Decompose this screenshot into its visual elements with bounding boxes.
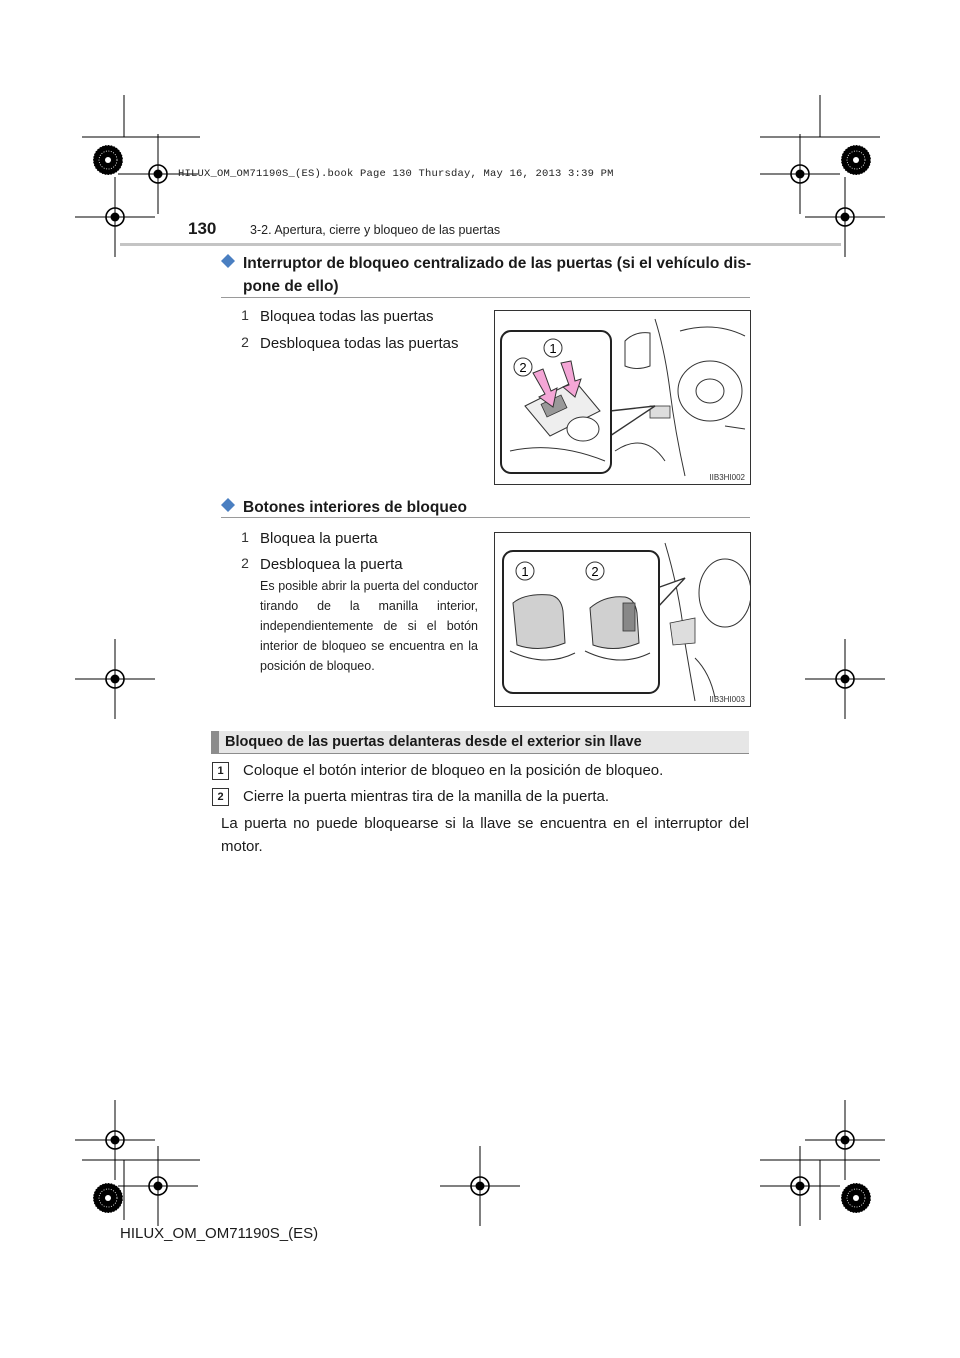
diamond-icon — [221, 498, 235, 512]
item-number: 2 — [241, 555, 249, 571]
callout-2: 2 — [591, 564, 599, 579]
item-number: 2 — [241, 334, 249, 350]
step-number: 2 — [212, 788, 229, 806]
section-banner — [211, 731, 749, 753]
header-rule — [120, 243, 841, 246]
paragraph: La puerta no puede bloquearse si la llave se encuentra en el interruptor del motor. — [221, 815, 749, 855]
banner-title: Bloqueo de las puertas delanteras desde el exterior sin llave — [225, 734, 642, 750]
step-text: Cierre la puerta mientras tira de la manilla de la puerta. — [243, 788, 610, 805]
lock-button-illustration — [495, 533, 750, 706]
callout-2: 2 — [519, 360, 527, 375]
print-info: HILUX_OM_OM71190S_(ES).book Page 130 Thursday, May 16, 2013 3:39 PM — [178, 168, 614, 180]
note-text: Es posible abrir la puerta del conductor tirando de la manilla interior, independientemente de si el botón interior de bloqueo se encuentra en la posición de bloqueo. — [260, 579, 478, 673]
central-lock-title-line1: Interruptor de bloqueo centralizado de las puertas (si el vehículo dis- — [243, 255, 752, 272]
step-text: Coloque el botón interior de bloqueo en la posición de bloqueo. — [243, 762, 664, 779]
callout-1: 1 — [549, 341, 557, 356]
section-title: 3-2. Apertura, cierre y bloqueo de las puertas — [250, 223, 501, 237]
callout-1: 1 — [521, 564, 529, 579]
list-item: Bloquea la puerta — [260, 530, 378, 547]
list-item: Desbloquea todas las puertas — [260, 335, 459, 352]
figure-central-lock-switch — [494, 310, 751, 485]
step-number: 1 — [212, 762, 229, 780]
list-item: Bloquea todas las puertas — [260, 308, 434, 325]
banner-rule — [211, 753, 749, 754]
page-number: 130 — [188, 219, 217, 238]
item-number: 1 — [241, 307, 249, 323]
item-number: 1 — [241, 529, 249, 545]
figure-code: IIB3HI002 — [709, 473, 745, 482]
diamond-icon — [221, 254, 235, 268]
interior-buttons-title: Botones interiores de bloqueo — [243, 499, 467, 516]
banner-bar — [211, 731, 219, 753]
section-rule — [221, 297, 750, 298]
figure-code: IIB3HI003 — [709, 695, 745, 704]
footer-code: HILUX_OM_OM71190S_(ES) — [120, 1225, 319, 1242]
list-item: Desbloquea la puerta — [260, 556, 403, 573]
section-rule — [221, 517, 750, 518]
figure-interior-lock-buttons — [494, 532, 751, 707]
central-lock-title-line2: pone de ello) — [243, 278, 339, 295]
door-switch-illustration — [495, 311, 750, 484]
